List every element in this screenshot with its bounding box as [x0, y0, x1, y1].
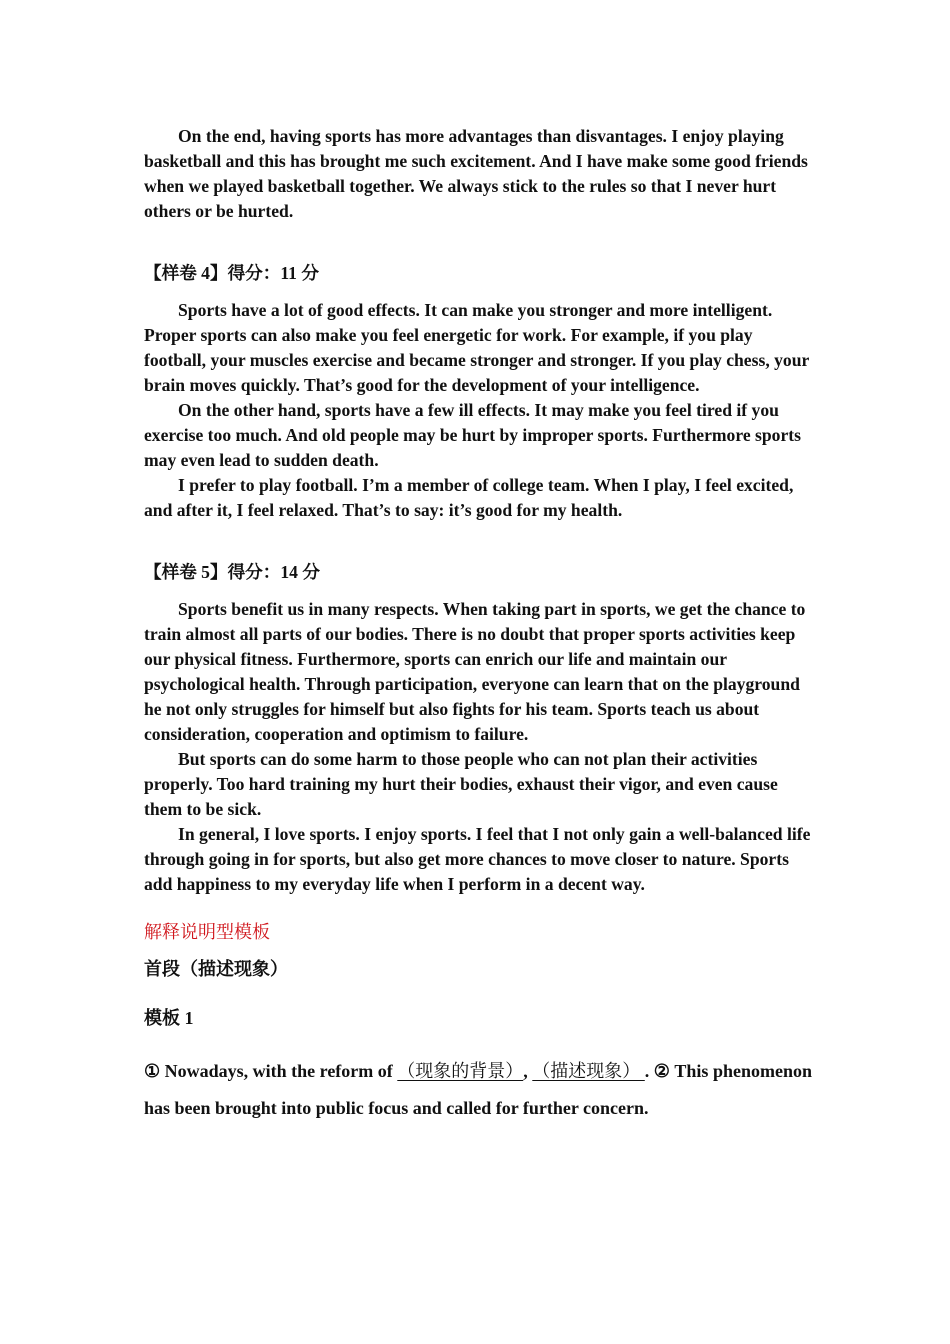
sample-5-heading: 【样卷 5】得分：14 分: [144, 562, 320, 582]
sample-4-paragraph-3: I prefer to play football. I’m a member of college team. When I play, I feel excited, and after it, I feel relaxed. That’s to say: it’s good for my health.: [144, 475, 794, 520]
sample-4-paragraph-2: On the other hand, sports have a few ill effects. It may make you feel tired if you exercise too much. And old people may be hurt by improper sports. Furthermore sports may even lead to sudden death.: [144, 400, 801, 470]
sample-4-heading: 【样卷 4】得分：11 分: [144, 263, 319, 283]
template-text-1: ① Nowadays, with the reform of: [144, 1061, 398, 1081]
template-text-3: . ② This phenomenon has been brought into public focus and called for further concern.: [144, 1061, 812, 1118]
sample-5-paragraph-1: Sports benefit us in many respects. When taking part in sports, we get the chance to train almost all parts of our bodies. There is no doubt that proper sports activities keep our physical fitness. Furthermore, sports can enrich our life and maintain our psychological health. Through participation, everyone can learn that on the playground he not only struggles for himself but also fights for his team. Sports teach us about consideration, cooperation and optimism to failure.: [144, 599, 806, 744]
document-page: [144, 124, 812, 1127]
section-title: 解释说明型模板: [144, 922, 270, 942]
sample-5-paragraph-3: In general, I love sports. I enjoy sports. I feel that I not only gain a well-balanced life through going in for sports, but also get more chances to move closer to nature. Sports add happiness to my everyday life when I perform in a decent way.: [144, 824, 811, 894]
blank-phenomenon: （描述现象）: [532, 1061, 645, 1081]
essay-paragraph: On the end, having sports has more advantages than disvantages. I enjoy playing basketball and this has brought me such excitement. And I have make some good friends when we played basketball together. We always stick to the rules so that I never hurt others or be hurted.: [144, 126, 808, 221]
template-text-2: ,: [523, 1061, 533, 1081]
template-label: 模板 1: [144, 1008, 194, 1028]
section-subtitle: 首段（描述现象）: [144, 959, 288, 979]
sample-4-paragraph-1: Sports have a lot of good effects. It can make you stronger and more intelligent. Proper sports can also make you feel energetic for work. For example, if you play football, your muscles exercise and became stronger and stronger. If you play chess, your brain moves quickly. That’s good for the development of your intelligence.: [144, 300, 809, 395]
template-sentence: [144, 1053, 812, 1127]
blank-background: （现象的背景）: [397, 1061, 524, 1081]
sample-5-paragraph-2: But sports can do some harm to those people who can not plan their activities properly. Too hard training my hurt their bodies, exhaust their vigor, and even cause them to be sick.: [144, 749, 778, 819]
